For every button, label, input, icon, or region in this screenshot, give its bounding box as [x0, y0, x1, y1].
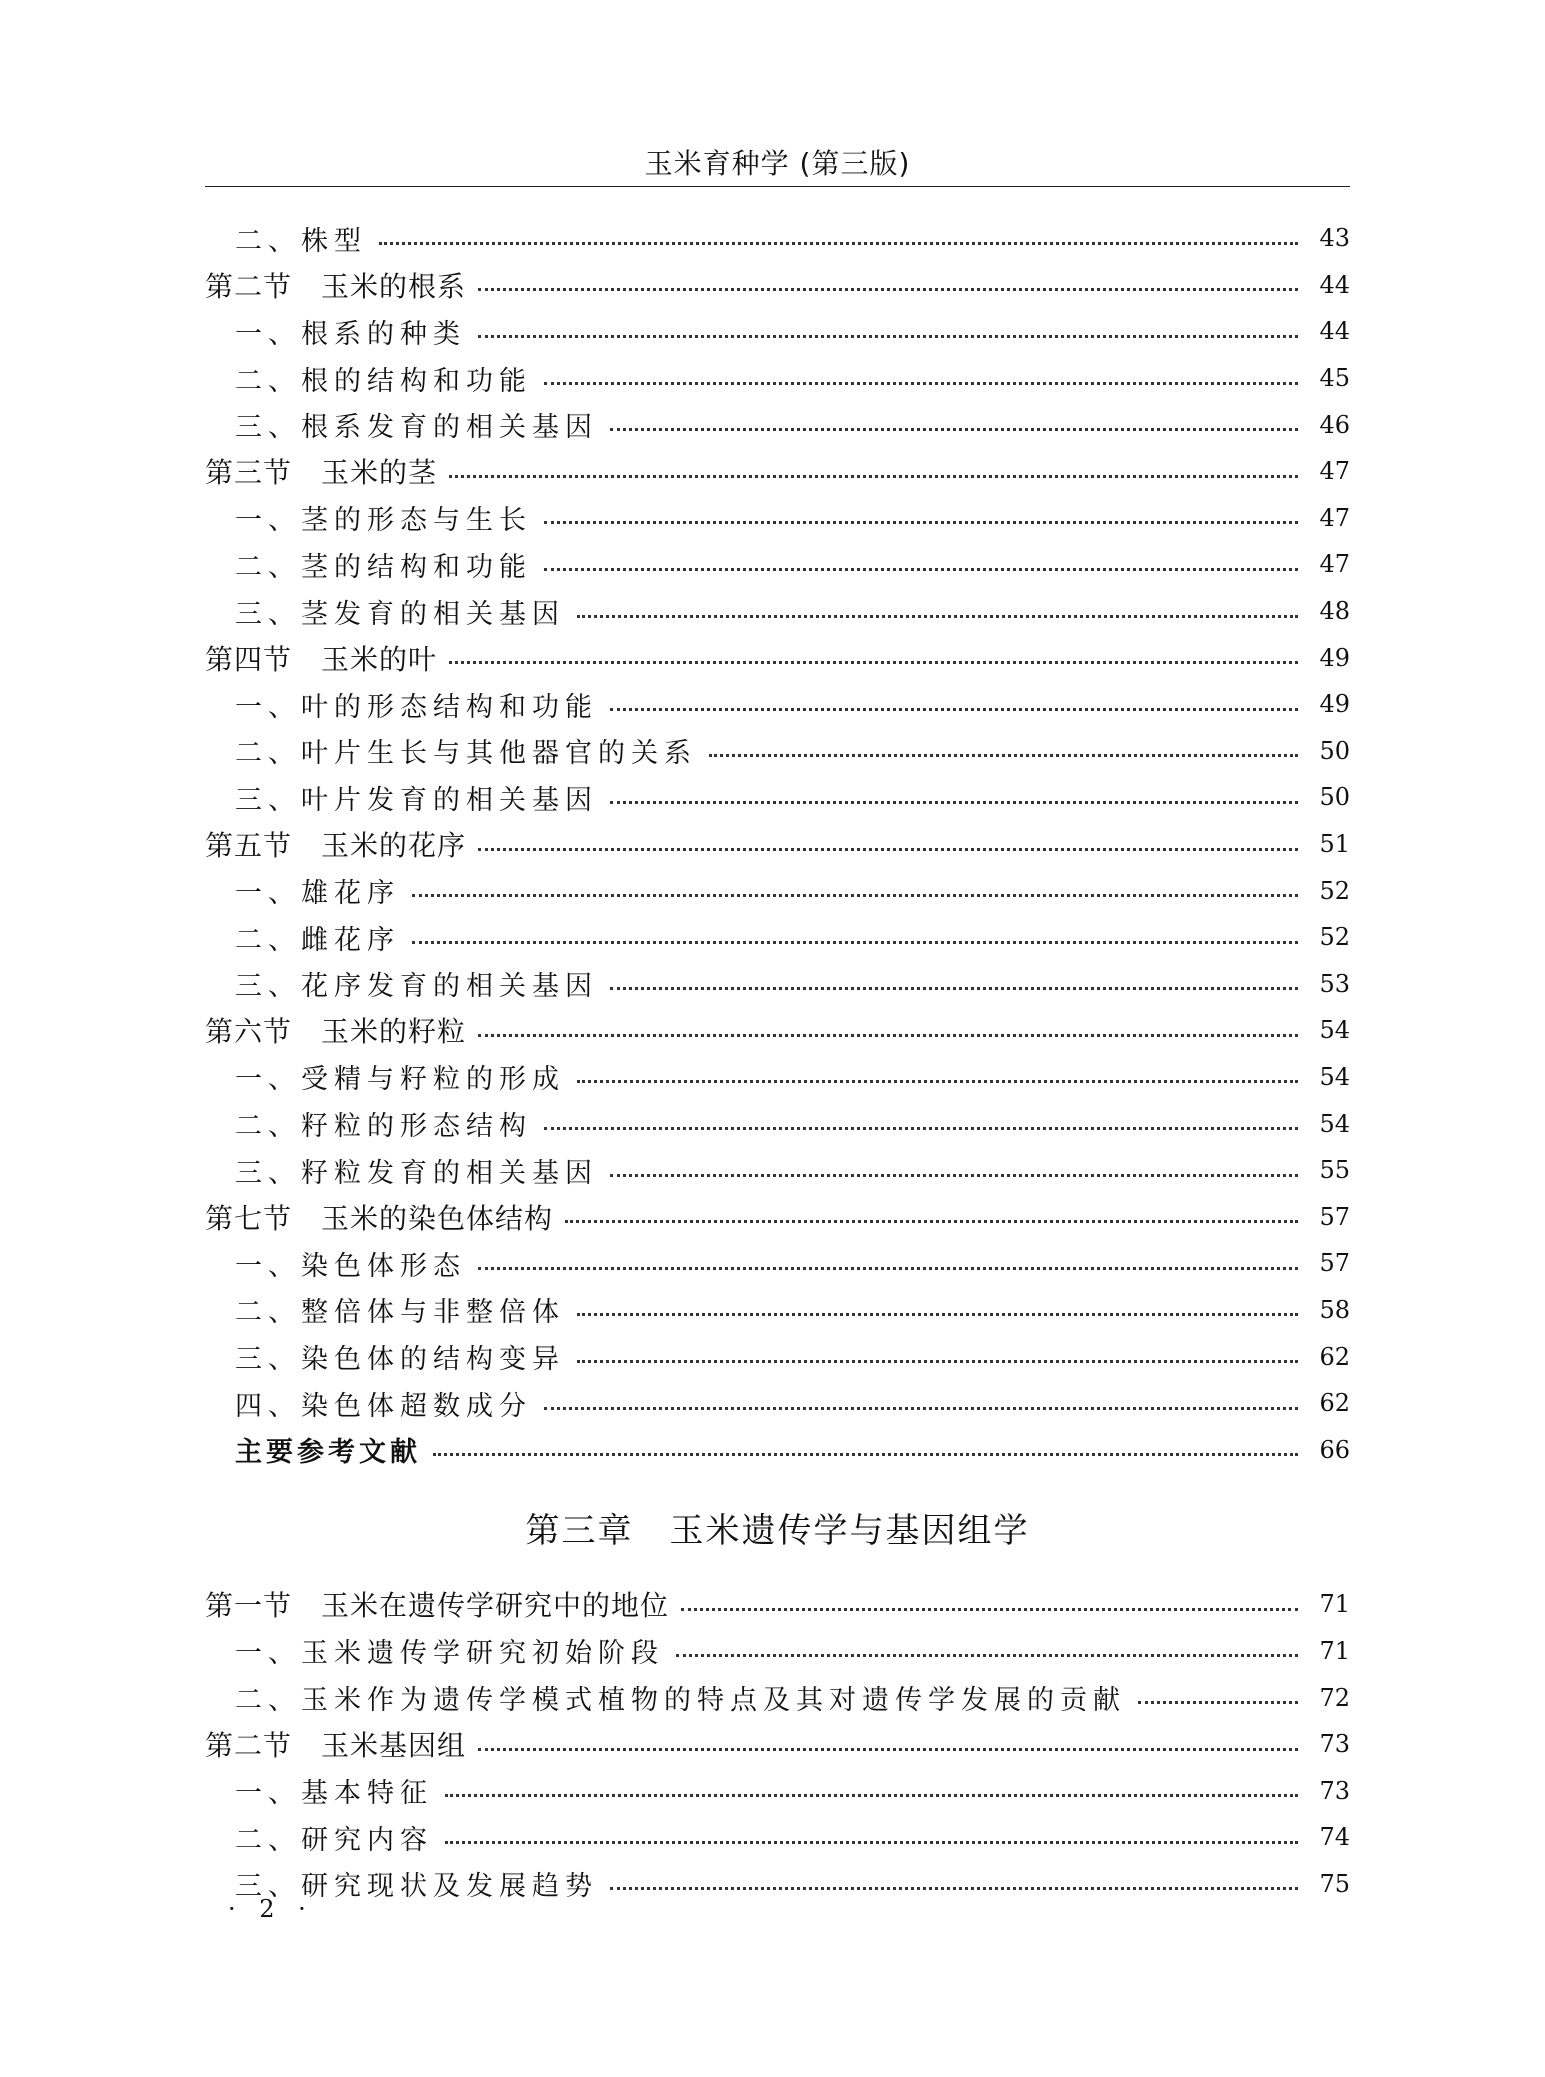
toc-entry-title: 一、雄花序: [235, 878, 400, 910]
dot-leader: [445, 1841, 1298, 1844]
dot-leader: [544, 521, 1298, 524]
toc-entry-title: 第二节 玉米的根系: [205, 269, 467, 303]
dot-leader: [610, 987, 1298, 990]
toc-entry-page-number: 52: [1319, 923, 1350, 952]
toc-entry-page-number: 75: [1319, 1869, 1350, 1898]
toc-entry-page-number: 48: [1319, 597, 1350, 626]
dot-leader: [433, 1453, 1298, 1456]
toc-entry-page-number: 43: [1319, 224, 1350, 253]
dot-leader: [709, 754, 1298, 757]
toc-entry-item[interactable]: [205, 308, 1350, 355]
toc-entry-item[interactable]: [205, 541, 1350, 588]
toc-entry-title: 一、玉米遗传学研究初始阶段: [235, 1638, 664, 1670]
toc-entry-item[interactable]: [205, 774, 1350, 821]
toc-entry-item[interactable]: [205, 914, 1350, 961]
toc-entry-section[interactable]: [205, 1193, 1350, 1240]
toc-entry-page-number: 47: [1319, 503, 1350, 532]
toc-entry-item[interactable]: [205, 1674, 1350, 1721]
toc-entry-page-number: 50: [1319, 736, 1350, 765]
toc-entry-page-number: 73: [1319, 1730, 1350, 1759]
toc-entry-item[interactable]: [205, 1628, 1350, 1675]
toc-entry-title: 二、茎的结构和功能: [235, 551, 532, 583]
dot-leader: [577, 615, 1298, 618]
toc-entry-title: 第七节 玉米的染色体结构: [205, 1201, 554, 1235]
dot-leader: [565, 1220, 1298, 1223]
dot-leader: [478, 1748, 1298, 1751]
toc-entry-page-number: 62: [1319, 1389, 1350, 1418]
toc-group-chapter-three: [205, 1581, 1350, 1907]
toc-group-chapter-two: [205, 215, 1350, 1473]
toc-entry-title: 三、染色体的结构变异: [235, 1344, 565, 1376]
toc-entry-page-number: 54: [1319, 1016, 1350, 1045]
dot-leader: [676, 1654, 1298, 1657]
dot-leader: [610, 708, 1298, 711]
toc-entry-title: 三、花序发育的相关基因: [235, 971, 598, 1003]
chapter-heading: 第三章 玉米遗传学与基因组学: [525, 1510, 1030, 1551]
toc-entry-page-number: 73: [1319, 1776, 1350, 1805]
dot-leader: [577, 1080, 1298, 1083]
table-of-contents: [205, 215, 1350, 1907]
toc-entry-page-number: 62: [1319, 1342, 1350, 1371]
dot-leader: [412, 894, 1298, 897]
toc-entry-page-number: 74: [1319, 1823, 1350, 1852]
dot-leader: [544, 382, 1298, 385]
dot-leader: [1138, 1701, 1298, 1704]
toc-entry-section[interactable]: [205, 1007, 1350, 1054]
dot-leader: [681, 1608, 1298, 1611]
dot-leader: [478, 1034, 1298, 1037]
toc-entry-title: 一、基本特征: [235, 1778, 433, 1810]
toc-entry-title: 一、根系的种类: [235, 318, 466, 350]
dot-leader: [610, 1887, 1298, 1890]
toc-entry-title: 第三节 玉米的茎: [205, 456, 438, 490]
toc-entry-page-number: 53: [1319, 969, 1350, 998]
toc-entry-title: 三、茎发育的相关基因: [235, 598, 565, 630]
toc-entry-page-number: 57: [1319, 1249, 1350, 1278]
toc-entry-page-number: 51: [1319, 830, 1350, 859]
toc-entry-section[interactable]: [205, 448, 1350, 495]
toc-entry-item[interactable]: [205, 1100, 1350, 1147]
dot-leader: [610, 1174, 1298, 1177]
toc-entry-title: 二、雌花序: [235, 924, 400, 956]
toc-entry-page-number: 52: [1319, 876, 1350, 905]
toc-entry-section[interactable]: [205, 1721, 1350, 1768]
dot-leader: [478, 335, 1298, 338]
toc-entry-title: 一、染色体形态: [235, 1250, 466, 1282]
toc-entry-title: 第一节 玉米在遗传学研究中的地位: [205, 1589, 670, 1623]
dot-leader: [544, 1407, 1298, 1410]
toc-entry-title: 第二节 玉米基因组: [205, 1729, 467, 1763]
dot-leader: [449, 475, 1298, 478]
toc-entry-page-number: 44: [1319, 317, 1350, 346]
toc-entry-item[interactable]: [205, 1814, 1350, 1861]
toc-entry-title: 三、叶片发育的相关基因: [235, 784, 598, 816]
toc-entry-item[interactable]: [205, 215, 1350, 262]
toc-entry-section[interactable]: [205, 1581, 1350, 1628]
toc-entry-title: 二、株型: [235, 225, 367, 257]
toc-entry-page-number: 57: [1319, 1202, 1350, 1231]
toc-entry-title: 主要参考文献: [235, 1437, 421, 1469]
toc-entry-item[interactable]: [205, 1767, 1350, 1814]
toc-entry-title: 第五节 玉米的花序: [205, 829, 467, 863]
toc-entry-item[interactable]: [205, 867, 1350, 914]
toc-entry-page-number: 50: [1319, 783, 1350, 812]
toc-entry-item[interactable]: [205, 1054, 1350, 1101]
toc-entry-page-number: 71: [1319, 1636, 1350, 1665]
toc-entry-title: 三、籽粒发育的相关基因: [235, 1157, 598, 1189]
dot-leader: [445, 1794, 1298, 1797]
toc-entry-title: 二、籽粒的形态结构: [235, 1111, 532, 1143]
toc-entry-item[interactable]: [205, 1861, 1350, 1908]
header-rule: [205, 186, 1350, 187]
dot-leader: [412, 941, 1298, 944]
toc-entry-title: 一、茎的形态与生长: [235, 505, 532, 537]
toc-entry-title: 二、根的结构和功能: [235, 365, 532, 397]
toc-entry-title: 一、叶的形态结构和功能: [235, 691, 598, 723]
dot-leader: [610, 801, 1298, 804]
running-head: 玉米育种学 (第三版): [644, 147, 911, 180]
page-number: · 2 ·: [228, 1895, 314, 1923]
toc-entry-item[interactable]: [205, 1380, 1350, 1427]
toc-entry-item[interactable]: [205, 1147, 1350, 1194]
toc-entry-item[interactable]: [205, 588, 1350, 635]
toc-entry-title: 三、根系发育的相关基因: [235, 412, 598, 444]
toc-entry-page-number: 54: [1319, 1109, 1350, 1138]
toc-entry-page-number: 47: [1319, 550, 1350, 579]
toc-entry-item[interactable]: [205, 1240, 1350, 1287]
dot-leader: [610, 428, 1298, 431]
toc-entry-section[interactable]: [205, 634, 1350, 681]
toc-entry-page-number: 54: [1319, 1062, 1350, 1091]
dot-leader: [478, 1267, 1298, 1270]
toc-entry-page-number: 66: [1319, 1435, 1350, 1464]
toc-entry-page-number: 72: [1319, 1683, 1350, 1712]
toc-entry-title: 第六节 玉米的籽粒: [205, 1015, 467, 1049]
dot-leader: [544, 568, 1298, 571]
dot-leader: [478, 848, 1298, 851]
toc-entry-page-number: 58: [1319, 1295, 1350, 1324]
toc-entry-item[interactable]: [205, 355, 1350, 402]
toc-entry-title: 二、研究内容: [235, 1824, 433, 1856]
toc-entry-item[interactable]: [205, 728, 1350, 775]
toc-entry-page-number: 47: [1319, 457, 1350, 486]
toc-entry-item[interactable]: [205, 961, 1350, 1008]
toc-entry-item[interactable]: [205, 401, 1350, 448]
dot-leader: [449, 661, 1298, 664]
toc-entry-item[interactable]: [205, 681, 1350, 728]
toc-entry-page-number: 55: [1319, 1156, 1350, 1185]
toc-entry-page-number: 71: [1319, 1590, 1350, 1619]
dot-leader: [577, 1313, 1298, 1316]
toc-entry-title: 二、叶片生长与其他器官的关系: [235, 738, 697, 770]
toc-entry-section[interactable]: [205, 262, 1350, 309]
toc-entry-title: 一、受精与籽粒的形成: [235, 1064, 565, 1096]
toc-entry-page-number: 46: [1319, 410, 1350, 439]
toc-entry-item[interactable]: [205, 1333, 1350, 1380]
toc-entry-section[interactable]: [205, 821, 1350, 868]
toc-entry-title: 三、研究现状及发展趋势: [235, 1871, 598, 1903]
toc-entry-page-number: 45: [1319, 364, 1350, 393]
toc-entry-title: 第四节 玉米的叶: [205, 642, 438, 676]
toc-entry-title: 二、玉米作为遗传学模式植物的特点及其对遗传学发展的贡献: [235, 1685, 1126, 1717]
dot-leader: [379, 242, 1298, 245]
toc-entry-page-number: 44: [1319, 270, 1350, 299]
dot-leader: [577, 1360, 1298, 1363]
toc-entry-page-number: 49: [1319, 690, 1350, 719]
toc-entry-item[interactable]: [205, 495, 1350, 542]
toc-entry-title: 四、染色体超数成分: [235, 1390, 532, 1422]
toc-entry-item[interactable]: [205, 1287, 1350, 1334]
toc-entry-refs[interactable]: [205, 1426, 1350, 1473]
toc-entry-title: 二、整倍体与非整倍体: [235, 1297, 565, 1329]
dot-leader: [478, 288, 1298, 291]
toc-entry-page-number: 49: [1319, 643, 1350, 672]
dot-leader: [544, 1127, 1298, 1130]
